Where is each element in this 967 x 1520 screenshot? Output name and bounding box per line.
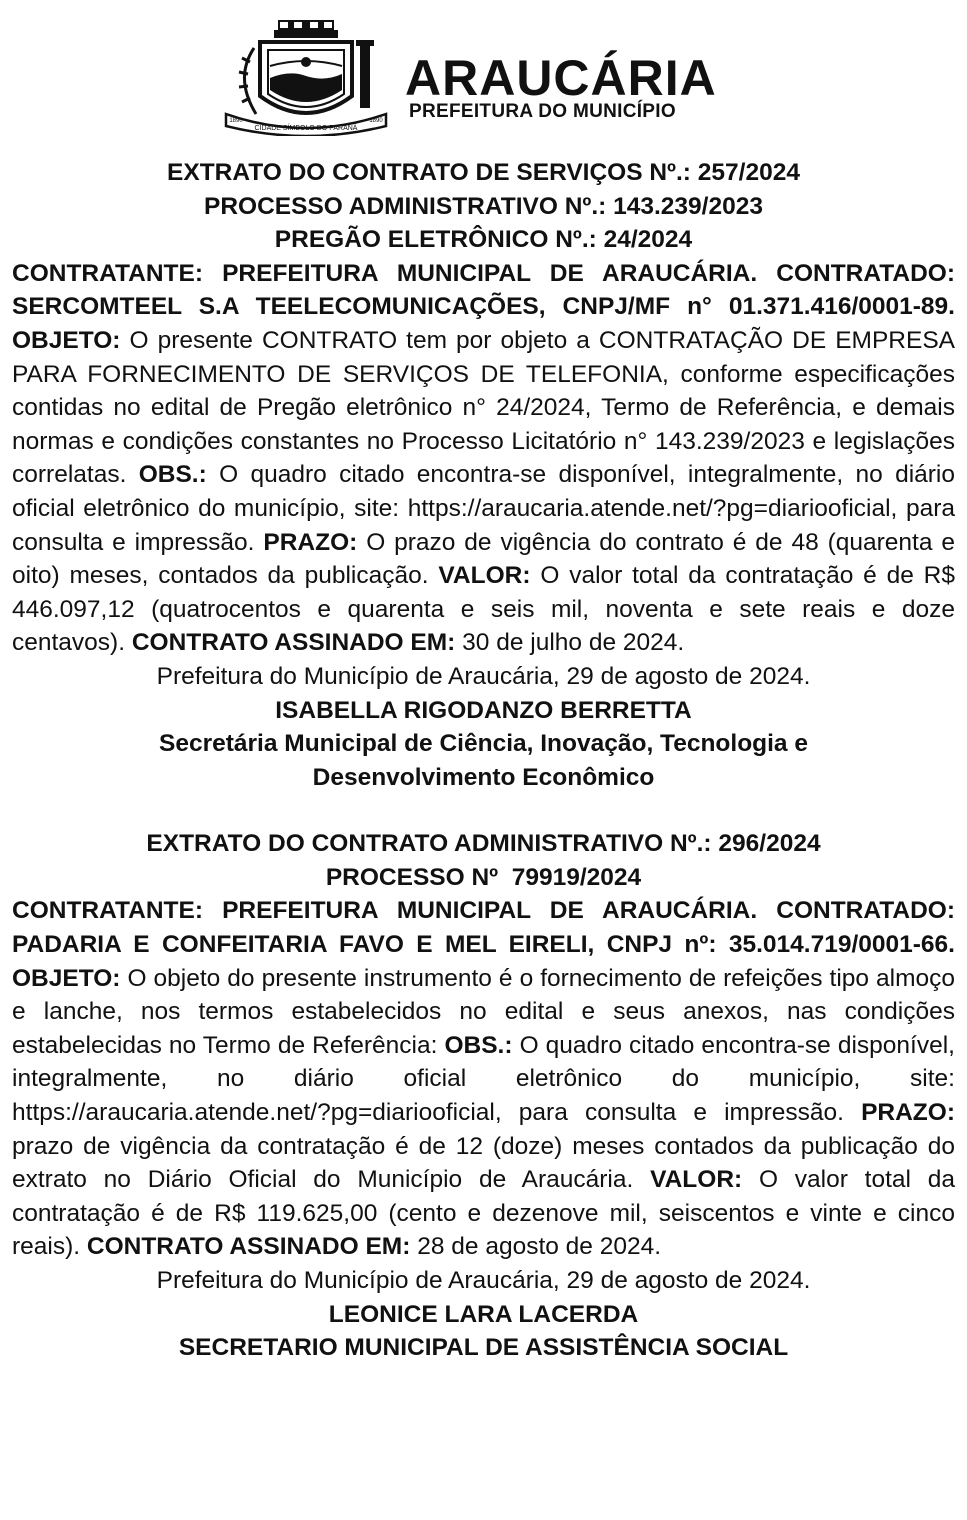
prazo-label: PRAZO:: [263, 528, 358, 556]
signer-role-line-1: Secretária Municipal de Ciência, Inovação, Tecnologia e: [158, 730, 808, 758]
brand-name: ARAUCÁRIA: [405, 50, 717, 106]
signer-role-line-1: SECRETARIO MUNICIPAL DE ASSISTÊNCIA SOCIAL: [178, 1334, 789, 1362]
crest-year-right: 1890: [369, 118, 383, 124]
signed-label: CONTRATO ASSINADO EM:: [86, 1233, 411, 1261]
extract-body: [12, 257, 955, 660]
valor-text: O valor total da contratação é de R$ 119.625,00 (cento e dezenove mil, seiscentos e vinte e cinco reais).: [12, 1166, 956, 1261]
obs-label: OBS.:: [444, 1031, 513, 1059]
process-number: PROCESSO Nº 79919/2024: [325, 863, 642, 891]
extract-title: EXTRATO DO CONTRATO DE SERVIÇOS Nº.: 257/2024: [167, 159, 800, 186]
contract-extract-2: [12, 827, 955, 1365]
document-body: [12, 156, 955, 1365]
auction-number: PREGÃO ELETRÔNICO Nº.: 24/2024: [274, 226, 693, 254]
signer-name: LEONICE LARA LACERDA: [328, 1300, 639, 1328]
obs-text: O quadro citado encontra-se disponível, integralmente, no diário oficial eletrônico do município, site: https://araucaria.atende.net/?pg=diariooficial, para consulta e impressão.: [12, 461, 955, 556]
valor-text: O valor total da contratação é de R$ 446.097,12 (quatrocentos e quarenta e seis mil, noventa e sete reais e doze centavos).: [12, 562, 956, 657]
municipal-crest-icon: [220, 18, 392, 136]
crest-year-left: 1890: [229, 118, 243, 124]
prazo-text: prazo de vigência da contratação é de 12 (doze) meses contados da publicação do extrato no Diário Oficial do Município de Araucária.: [12, 1132, 955, 1194]
objeto-text: O presente CONTRATO tem por objeto a CONTRATAÇÃO DE EMPRESA PARA FORNECIMENTO DE SERVIÇOS DE TELEFONIA, conforme especificações contidas no edital de Pregão eletrônico n° 24/2024, Termo de Referência, e demais normas e condições constantes no Processo Licitatório n° 143.239/2023 e legislações correlatas.: [12, 326, 955, 489]
signed-label: CONTRATO ASSINADO EM:: [131, 629, 456, 657]
parties-text: CONTRATANTE: PREFEITURA MUNICIPAL DE ARAUCÁRIA. CONTRATADO: PADARIA E CONFEITARIA FAVO E MEL EIRELI, CNPJ nº: 35.014.719/0001-66.: [12, 897, 955, 959]
process-number: PROCESSO ADMINISTRATIVO Nº.: 143.239/2023: [203, 192, 763, 220]
contract-extract-1: [12, 156, 955, 794]
prazo-label: PRAZO:: [861, 1099, 955, 1127]
obs-label: OBS.:: [138, 461, 207, 489]
place-date: Prefeitura do Município de Araucária, 29 de agosto de 2024.: [156, 1267, 811, 1294]
section-gap: [12, 794, 955, 827]
parties-text: CONTRATANTE: PREFEITURA MUNICIPAL DE ARAUCÁRIA. CONTRATADO: SERCOMTEEL S.A TEELECOMUNICAÇÕES, CNPJ/MF n° 01.371.416/0001-89.: [12, 259, 955, 321]
place-date: Prefeitura do Município de Araucária, 29 de agosto de 2024.: [156, 662, 811, 690]
brand-subtitle: PREFEITURA DO MUNICÍPIO: [409, 101, 676, 122]
objeto-label: OBJETO:: [12, 964, 121, 992]
objeto-text: O objeto do presente instrumento é o fornecimento de refeições tipo almoço e lanche, nos termos estabelecidos no edital e seus anexos, nas condições estabelecidas no Termo de Referência:: [12, 964, 955, 1059]
prazo-text: O prazo de vigência do contrato é de 48 (quarenta e oito) meses, contados da publicação.: [12, 528, 955, 590]
extract-body: [12, 894, 955, 1264]
brand: [405, 50, 717, 122]
extract-title: EXTRATO DO CONTRATO ADMINISTRATIVO Nº.: 296/2024: [146, 830, 821, 858]
signer-role-line-2: Desenvolvimento Econômico: [312, 763, 655, 791]
valor-label: VALOR:: [438, 562, 531, 590]
crest-motto: CIDADE SÍMBOLO DO PARANÁ: [254, 125, 358, 132]
signed-date: 28 de agosto de 2024.: [417, 1233, 662, 1261]
header: [0, 18, 967, 138]
valor-label: VALOR:: [650, 1166, 743, 1194]
signer-name: ISABELLA RIGODANZO BERRETTA: [275, 696, 692, 724]
objeto-label: OBJETO:: [12, 326, 121, 354]
obs-text: O quadro citado encontra-se disponível, integralmente, no diário oficial eletrônico do município, site: https://araucaria.atende.net/?pg=diariooficial, para consulta e impressão.: [12, 1031, 955, 1127]
signed-date: 30 de julho de 2024.: [462, 629, 685, 657]
